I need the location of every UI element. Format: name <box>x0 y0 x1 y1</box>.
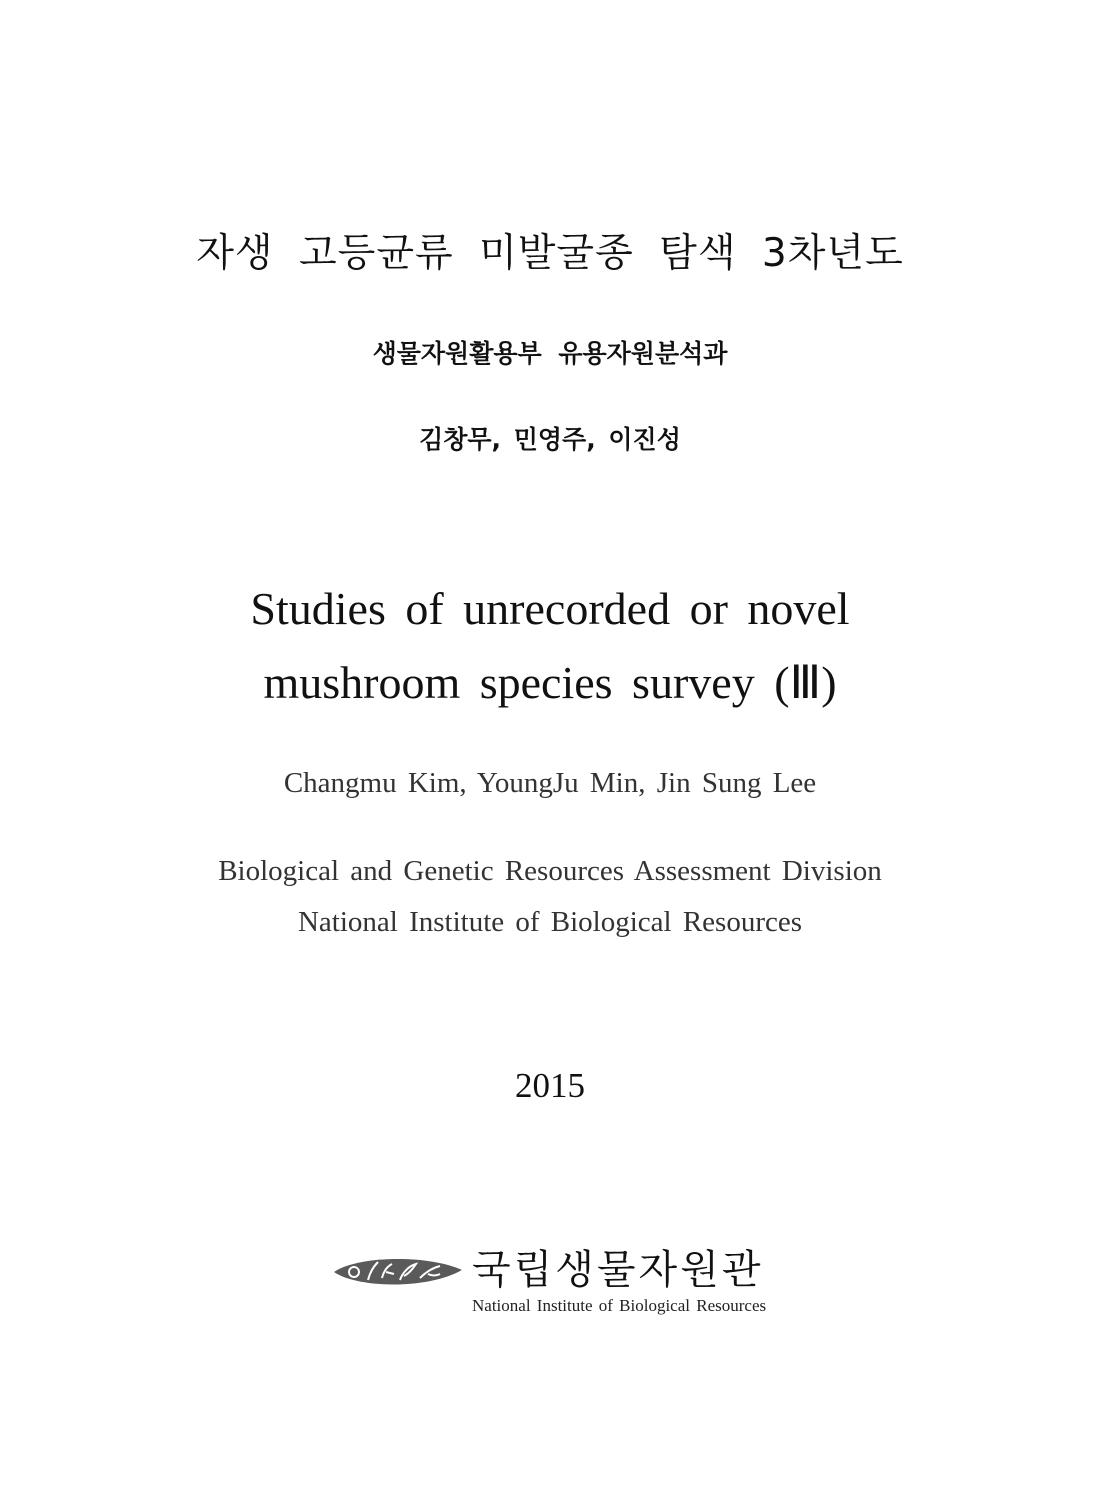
korean-title: 자생 고등균류 미발굴종 탐색 3차년도 <box>196 231 904 276</box>
english-title-line1: Studies of unrecorded or novel <box>250 583 850 634</box>
korean-department: 생물자원활용부 유용자원분석과 <box>372 339 728 368</box>
english-division-line1: Biological and Genetic Resources Assessment Division <box>218 855 882 887</box>
english-authors: Changmu Kim, YoungJu Min, Jin Sung Lee <box>283 767 817 799</box>
english-division-line2: National Institute of Biological Resources <box>297 906 803 938</box>
leaf-emblem-icon <box>332 1252 464 1292</box>
korean-authors: 김창무, 민영주, 이진성 <box>419 425 681 454</box>
english-title-line2: mushroom species survey (Ⅲ) <box>263 657 837 708</box>
publication-year: 2015 <box>515 1066 585 1105</box>
logo-english-name: National Institute of Biological Resources <box>472 1296 767 1315</box>
institute-logo <box>332 1238 792 1322</box>
logo-korean-name: 국립생물자원관 <box>472 1247 764 1293</box>
